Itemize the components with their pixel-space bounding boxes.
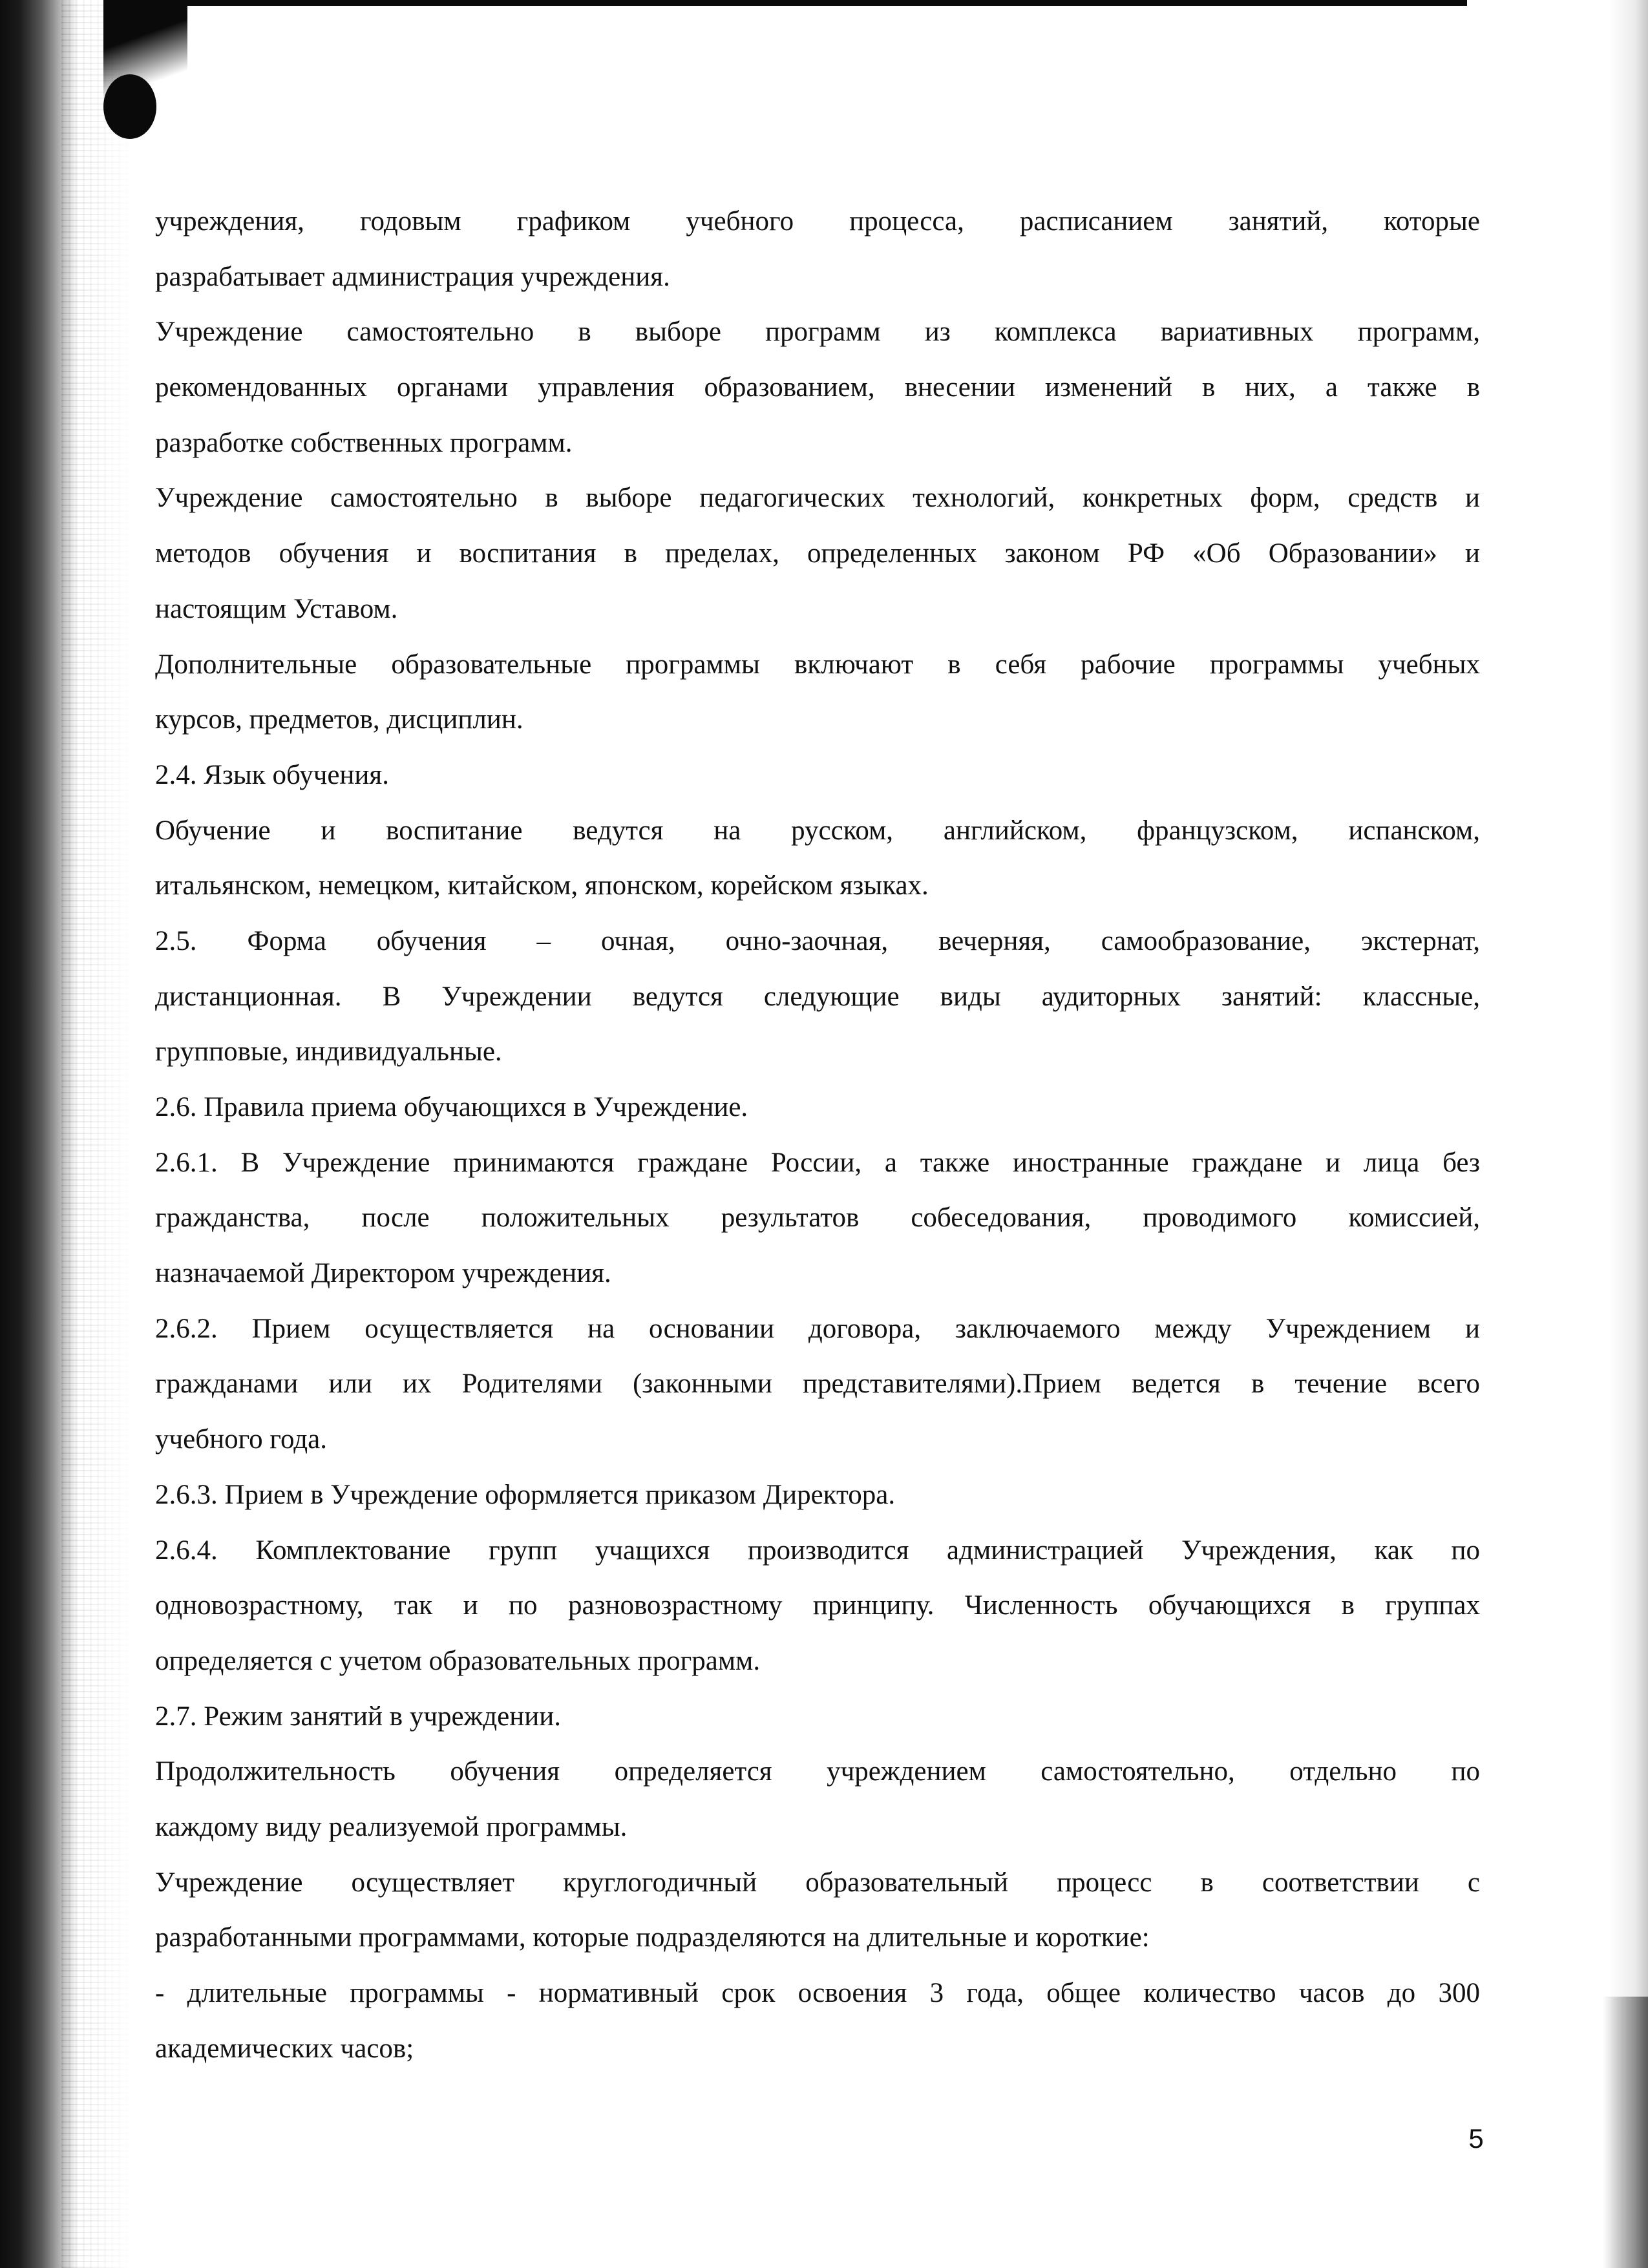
scan-punch-hole [103,74,156,139]
text-line: 2.5. Форма обучения – очная, очно-заочная, вечерняя, самообразование, экстернат, [155,925,1480,956]
text-line: 2.6.1. В Учреждение принимаются граждане России, а также иностранные граждане и лица без [155,1147,1480,1178]
scan-top-edge [162,0,1467,6]
text-line: одновозрастному, так и по разновозрастному принципу. Численность обучающихся в группах [155,1590,1480,1621]
text-line: итальянском, немецком, китайском, японском, корейском языках. [155,870,929,901]
scan-right-edge [1609,0,1648,2268]
text-line: курсов, предметов, дисциплин. [155,704,523,735]
text-line: Дополнительные образовательные программы включают в себя рабочие программы учебных [155,649,1480,680]
text-line: 2.6. Правила приема обучающихся в Учреждение. [155,1092,748,1122]
scan-bottom-right-shadow [1603,1997,1648,2268]
text-line: учебного года. [155,1424,327,1455]
text-line: методов обучения и воспитания в пределах, определенных законом РФ «Об Образовании» и [155,538,1480,569]
text-line: гражданами или их Родителями (законными представителями).Прием ведется в течение всего [155,1369,1480,1400]
text-line: разработанными программами, которые подразделяются на длительные и короткие: [155,1922,1150,1953]
text-line: разрабатывает администрация учреждения. [155,261,670,292]
text-line: Учреждение осуществляет круглогодичный образовательный процесс в соответствии с [155,1867,1480,1898]
text-line: определяется с учетом образовательных программ. [155,1645,761,1676]
text-line: назначаемой Директором учреждения. [155,1258,611,1289]
text-line: 2.6.4. Комплектование групп учащихся производится администрацией Учреждения, как по [155,1535,1480,1566]
text-line: Обучение и воспитание ведутся на русском, английском, французском, испанском, [155,815,1480,846]
text-line: академических часов; [155,2033,414,2064]
text-line: Продолжительность обучения определяется учреждением самостоятельно, отдельно по [155,1756,1480,1787]
text-line: - длительные программы - нормативный срок освоения 3 года, общее количество часов до 300 [155,1978,1480,2008]
text-line: групповые, индивидуальные. [155,1036,502,1067]
scan-left-speckle [61,0,132,2268]
page-number: 5 [1468,2123,1484,2154]
document-body [155,194,1480,2076]
text-line: разработке собственных программ. [155,427,573,458]
text-line: Учреждение самостоятельно в выборе педагогических технологий, конкретных форм, средств и [155,483,1480,514]
text-line: 2.4. Язык обучения. [155,759,389,790]
text-line: дистанционная. В Учреждении ведутся следующие виды аудиторных занятий: классные, [155,981,1480,1012]
text-line: настоящим Уставом. [155,593,398,624]
text-line: 2.7. Режим занятий в учреждении. [155,1701,562,1732]
text-line: учреждения, годовым графиком учебного процесса, расписанием занятий, которые [155,206,1480,236]
text-line: рекомендованных органами управления образованием, внесении изменений в них, а также в [155,372,1480,403]
text-line: 2.6.3. Прием в Учреждение оформляется приказом Директора. [155,1479,896,1510]
text-line: Учреждение самостоятельно в выборе программ из комплекса вариативных программ, [155,317,1480,348]
text-line: каждому виду реализуемой программы. [155,1811,628,1842]
text-line: 2.6.2. Прием осуществляется на основании договора, заключаемого между Учреждением и [155,1313,1480,1344]
text-line: гражданства, после положительных результатов собеседования, проводимого комиссией, [155,1202,1480,1234]
